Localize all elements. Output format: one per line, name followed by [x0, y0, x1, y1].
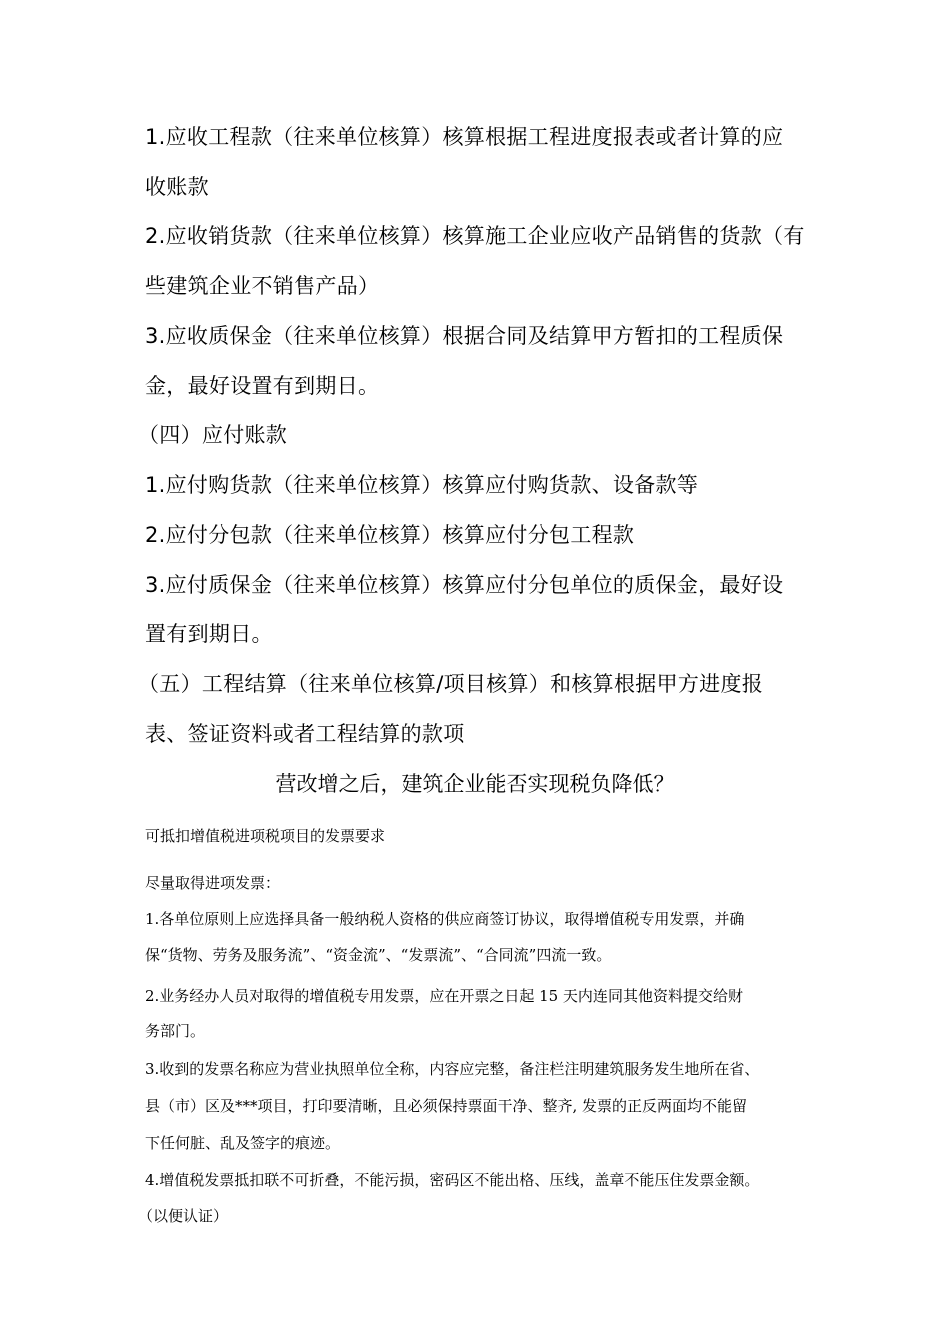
paragraph-line: 务部门。	[145, 1022, 206, 1040]
paragraph-line: 1.应收工程款（往来单位核算）核算根据工程进度报表或者计算的应	[145, 125, 784, 149]
paragraph-line: 2.应收销货款（往来单位核算）核算施工企业应收产品销售的货款（有	[145, 224, 805, 248]
paragraph-line: 3.收到的发票名称应为营业执照单位全称，内容应完整，备注栏注明建筑服务发生地所在省、	[145, 1060, 760, 1078]
paragraph-line: 置有到期日。	[145, 622, 273, 646]
paragraph-line: 下任何脏、乱及签字的痕迹。	[145, 1134, 341, 1152]
paragraph-line: 3.应收质保金（往来单位核算）根据合同及结算甲方暂扣的工程质保	[145, 324, 784, 348]
paragraph-line: 尽量取得进项发票：	[145, 874, 281, 892]
paragraph-line: 表、签证资料或者工程结算的款项	[145, 722, 465, 746]
section-heading: （四）应付账款	[138, 423, 288, 447]
article-title: 营改增之后，建筑企业能否实现税负降低？	[275, 772, 675, 796]
paragraph-line: 县（市）区及***项目，打印要清晰，且必须保持票面干净、整齐, 发票的正反两面均不能留	[145, 1097, 748, 1115]
paragraph-line: 3.应付质保金（往来单位核算）核算应付分包单位的质保金，最好设	[145, 573, 784, 597]
paragraph-line: 些建筑企业不销售产品）	[145, 274, 380, 298]
paragraph-line: （以便认证）	[138, 1207, 229, 1225]
paragraph-line: 2.业务经办人员对取得的增值税专用发票，应在开票之日起 15 天内连同其他资料提交给财	[145, 987, 743, 1005]
paragraph-line: 金，最好设置有到期日。	[145, 374, 380, 398]
paragraph-line: 可抵扣增值税进项税项目的发票要求	[145, 827, 386, 845]
section-heading: （五）工程结算（往来单位核算/项目核算）和核算根据甲方进度报	[138, 672, 764, 696]
paragraph-line: 2.应付分包款（往来单位核算）核算应付分包工程款	[145, 523, 635, 547]
paragraph-line: 收账款	[145, 175, 209, 199]
paragraph-line: 1.应付购货款（往来单位核算）核算应付购货款、设备款等	[145, 473, 699, 497]
paragraph-line: 4.增值税发票抵扣联不可折叠，不能污损，密码区不能出格、压线，盖章不能压住发票金额。	[145, 1171, 760, 1189]
paragraph-line: 保“货物、劳务及服务流”、“资金流”、“发票流”、“合同流”四流一致。	[145, 946, 612, 964]
paragraph-line: 1.各单位原则上应选择具备一般纳税人资格的供应商签订协议，取得增值税专用发票，并确	[145, 910, 745, 928]
